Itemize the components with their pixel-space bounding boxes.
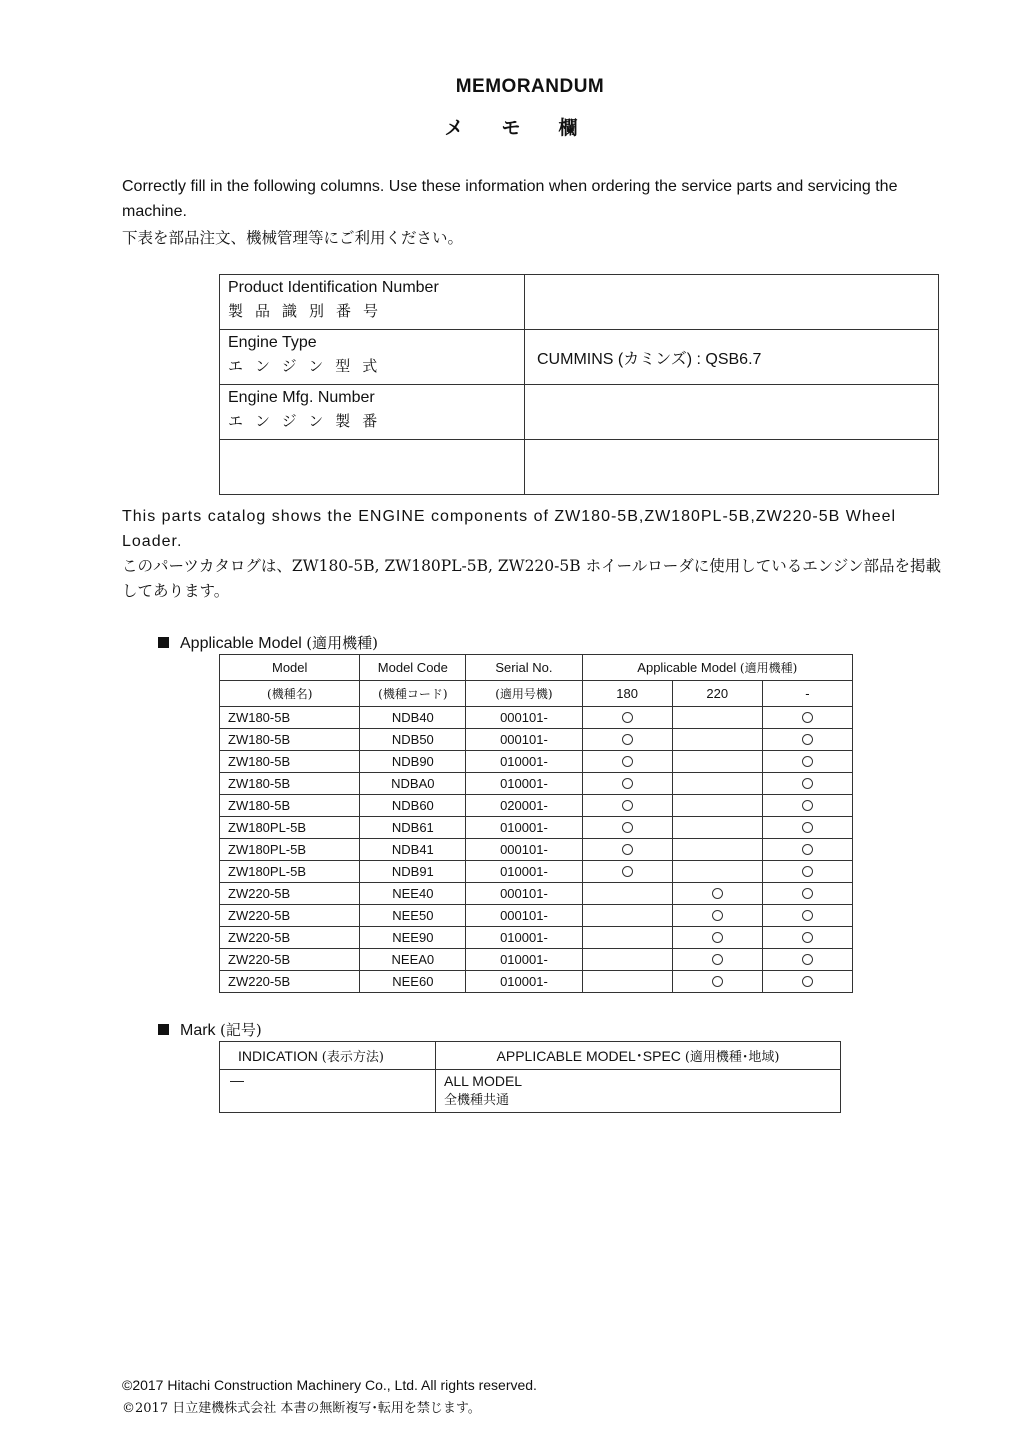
col-header-model: Model [220, 655, 360, 681]
circle-mark-icon [802, 778, 813, 789]
cell-applicable-mark [582, 773, 672, 795]
circle-mark-icon [712, 910, 723, 921]
cell-applicable-mark [762, 927, 852, 949]
cell-applicable-mark [582, 839, 672, 861]
circle-mark-icon [622, 800, 633, 811]
intro-text-jp: 下表を部品注文、機械管理等にご利用ください。 [122, 229, 464, 247]
col-header-model-jp: (機種名) [220, 681, 360, 707]
cell-applicable-mark [762, 905, 852, 927]
cell-applicable-mark [762, 839, 852, 861]
copyright-jp: ©2017 日立建機株式会社 本書の無断複写･転用を禁じます。 [122, 1401, 481, 1416]
cell-serial: 010001- [466, 773, 582, 795]
circle-mark-icon [802, 844, 813, 855]
circle-mark-icon [802, 866, 813, 877]
memo-row [220, 385, 939, 440]
circle-mark-icon [712, 932, 723, 943]
col-header-dash: - [762, 681, 852, 707]
circle-mark-icon [802, 800, 813, 811]
heading-label-jp: (記号) [220, 1021, 262, 1039]
cell-applicable-mark [672, 971, 762, 993]
cell-applicable-mark [672, 707, 762, 729]
cell-applicable-mark [582, 817, 672, 839]
bullet-square-icon [158, 1024, 169, 1035]
cell-model: ZW220-5B [220, 927, 360, 949]
circle-mark-icon [802, 712, 813, 723]
cell-applicable-mark [582, 949, 672, 971]
cell-model: ZW220-5B [220, 883, 360, 905]
cell-applicable-mark [582, 971, 672, 993]
cell-serial: 010001- [466, 817, 582, 839]
cell-model: ZW180PL-5B [220, 839, 360, 861]
table-row [220, 773, 853, 795]
cell-applicable-mark [762, 883, 852, 905]
cell-model: ZW220-5B [220, 971, 360, 993]
cell-serial: 010001- [466, 751, 582, 773]
circle-mark-icon [802, 756, 813, 767]
heading-label: Applicable Model [180, 635, 307, 652]
cell-code: NDB90 [360, 751, 466, 773]
cell-applicable-mark [582, 751, 672, 773]
mark-col-indication: INDICATION (表示方法) [220, 1042, 436, 1070]
mark-symbol: — [220, 1070, 436, 1113]
cell-applicable-mark [762, 971, 852, 993]
memo-label [220, 440, 525, 495]
catalog-text-jp: このパーツカタログは、ZW180-5B, ZW180PL-5B, ZW220-5B ホイールローダに使用しているエンジン部品を掲載してあります。 [122, 557, 941, 600]
table-row [220, 707, 853, 729]
col-header-code: Model Code [360, 655, 466, 681]
circle-mark-icon [802, 734, 813, 745]
cell-code: NEE40 [360, 883, 466, 905]
applicable-model-heading [158, 632, 378, 653]
cell-serial: 010001- [466, 949, 582, 971]
col-header-220: 220 [672, 681, 762, 707]
circle-mark-icon [622, 756, 633, 767]
cell-serial: 000101- [466, 883, 582, 905]
table-row [220, 795, 853, 817]
cell-applicable-mark [582, 861, 672, 883]
cell-applicable-mark [672, 817, 762, 839]
cell-code: NDB41 [360, 839, 466, 861]
table-row [220, 949, 853, 971]
memo-value: CUMMINS (カミンズ) : QSB6.7 [525, 330, 939, 385]
cell-serial: 000101- [466, 839, 582, 861]
col-header-applicable: Applicable Model (適用機種) [582, 655, 852, 681]
heading-label: Mark [180, 1022, 220, 1039]
memo-value [525, 275, 939, 330]
mark-heading [158, 1019, 262, 1040]
table-row [220, 861, 853, 883]
cell-applicable-mark [672, 795, 762, 817]
cell-model: ZW180-5B [220, 707, 360, 729]
cell-applicable-mark [672, 905, 762, 927]
circle-mark-icon [622, 866, 633, 877]
memo-label: Engine Type エンジン型式 [220, 330, 525, 385]
cell-applicable-mark [672, 949, 762, 971]
circle-mark-icon [802, 976, 813, 987]
col-header-serial: Serial No. [466, 655, 582, 681]
table-row [220, 817, 853, 839]
cell-applicable-mark [672, 751, 762, 773]
cell-model: ZW180PL-5B [220, 817, 360, 839]
table-row [220, 927, 853, 949]
cell-applicable-mark [672, 861, 762, 883]
cell-serial: 020001- [466, 795, 582, 817]
memo-label: Engine Mfg. Number エンジン製番 [220, 385, 525, 440]
table-row [220, 905, 853, 927]
cell-serial: 000101- [466, 905, 582, 927]
mark-col-applicable: APPLICABLE MODEL･SPEC (適用機種･地域) [436, 1042, 841, 1070]
memorandum-table [219, 274, 939, 495]
circle-mark-icon [622, 734, 633, 745]
table-row [220, 729, 853, 751]
cell-applicable-mark [582, 795, 672, 817]
cell-model: ZW220-5B [220, 949, 360, 971]
memo-row [220, 440, 939, 495]
cell-code: NEE90 [360, 927, 466, 949]
cell-applicable-mark [762, 707, 852, 729]
circle-mark-icon [712, 888, 723, 899]
cell-code: NDB91 [360, 861, 466, 883]
cell-model: ZW180-5B [220, 751, 360, 773]
circle-mark-icon [712, 954, 723, 965]
cell-applicable-mark [582, 707, 672, 729]
cell-model: ZW220-5B [220, 905, 360, 927]
cell-applicable-mark [762, 773, 852, 795]
table-row [220, 883, 853, 905]
cell-applicable-mark [762, 817, 852, 839]
heading-label-jp: (適用機種) [306, 634, 379, 652]
cell-code: NDB61 [360, 817, 466, 839]
cell-applicable-mark [762, 751, 852, 773]
circle-mark-icon [802, 822, 813, 833]
circle-mark-icon [802, 888, 813, 899]
circle-mark-icon [802, 910, 813, 921]
cell-applicable-mark [762, 861, 852, 883]
cell-applicable-mark [672, 839, 762, 861]
circle-mark-icon [622, 822, 633, 833]
page-subtitle-jp: メモ欄 [444, 118, 616, 139]
memo-value [525, 440, 939, 495]
mark-table [219, 1041, 841, 1113]
cell-applicable-mark [672, 927, 762, 949]
cell-serial: 010001- [466, 927, 582, 949]
memo-label: Product Identification Number 製品識別番号 [220, 275, 525, 330]
cell-model: ZW180PL-5B [220, 861, 360, 883]
cell-applicable-mark [762, 729, 852, 751]
mark-description: ALL MODEL 全機種共通 [436, 1070, 841, 1113]
applicable-model-table [219, 654, 853, 993]
cell-applicable-mark [672, 729, 762, 751]
cell-serial: 010001- [466, 861, 582, 883]
table-row [220, 751, 853, 773]
cell-applicable-mark [672, 883, 762, 905]
cell-code: NDBA0 [360, 773, 466, 795]
cell-applicable-mark [582, 883, 672, 905]
cell-code: NEEA0 [360, 949, 466, 971]
table-row [220, 971, 853, 993]
circle-mark-icon [802, 932, 813, 943]
cell-serial: 000101- [466, 729, 582, 751]
cell-applicable-mark [672, 773, 762, 795]
table-row [220, 839, 853, 861]
cell-serial: 010001- [466, 971, 582, 993]
cell-applicable-mark [762, 795, 852, 817]
circle-mark-icon [622, 778, 633, 789]
catalog-text-en: This parts catalog shows the ENGINE components of ZW180-5B,ZW180PL-5B,ZW220-5B Wheel Loader. [122, 508, 897, 550]
col-header-code-jp: (機種コード) [360, 681, 466, 707]
circle-mark-icon [802, 954, 813, 965]
col-header-180: 180 [582, 681, 672, 707]
cell-code: NEE60 [360, 971, 466, 993]
circle-mark-icon [712, 976, 723, 987]
circle-mark-icon [622, 712, 633, 723]
cell-code: NEE50 [360, 905, 466, 927]
cell-model: ZW180-5B [220, 773, 360, 795]
cell-applicable-mark [582, 905, 672, 927]
cell-applicable-mark [762, 949, 852, 971]
cell-code: NDB40 [360, 707, 466, 729]
cell-code: NDB50 [360, 729, 466, 751]
memo-value [525, 385, 939, 440]
cell-model: ZW180-5B [220, 729, 360, 751]
page-title: MEMORANDUM [455, 76, 605, 97]
cell-applicable-mark [582, 927, 672, 949]
cell-serial: 000101- [466, 707, 582, 729]
col-header-serial-jp: (適用号機) [466, 681, 582, 707]
copyright-en: ©2017 Hitachi Construction Machinery Co., Ltd. All rights reserved. [122, 1377, 537, 1393]
memo-row [220, 330, 939, 385]
bullet-square-icon [158, 637, 169, 648]
circle-mark-icon [622, 844, 633, 855]
cell-model: ZW180-5B [220, 795, 360, 817]
cell-applicable-mark [582, 729, 672, 751]
memo-row [220, 275, 939, 330]
intro-text-en: Correctly fill in the following columns. Use these information when ordering the service parts and servicing the machine. [122, 178, 898, 220]
cell-code: NDB60 [360, 795, 466, 817]
